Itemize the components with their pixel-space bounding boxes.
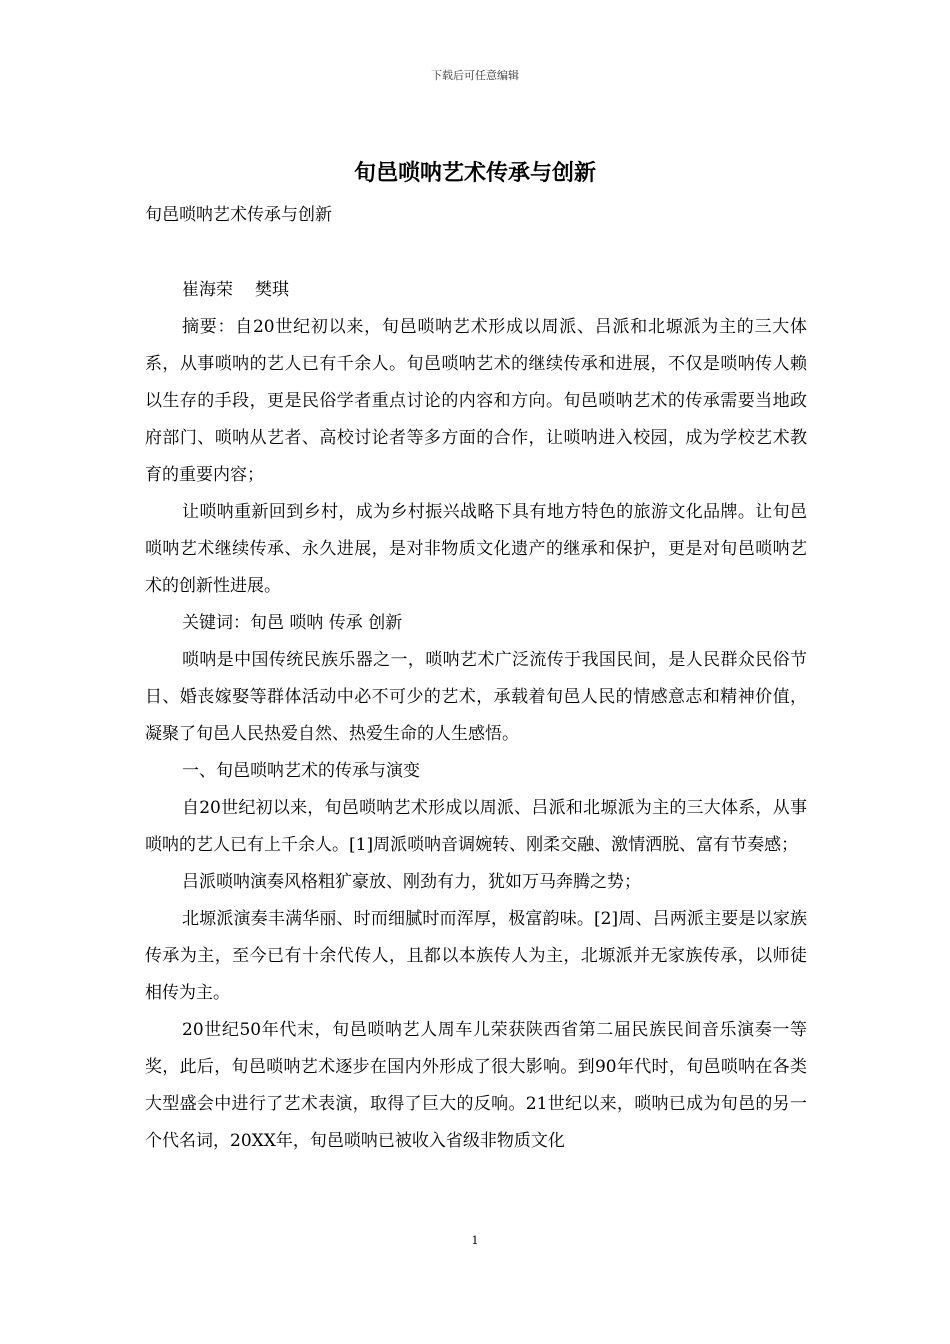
body-paragraph: 20世纪50年代末，旬邑唢呐艺人周车儿荣获陕西省第二届民族民间音乐演奏一等奖，此后，旬邑唢呐艺术逐步在国内外形成了很大影响。到90年代时，旬邑唢呐在各类大型盛会中进行了艺术表演，取得了巨大的反响。21世纪以来，唢呐已成为旬邑的另一个代名词，20XX年，旬邑唢呐已被收入省级非物质文化 xyxy=(145,1020,807,1151)
body-paragraph: 自20世纪初以来，旬邑唢呐艺术形成以周派、吕派和北塬派为主的三大体系，从事唢呐的艺人已有上千余人。[1]周派唢呐音调婉转、刚柔交融、激情洒脱、富有节奏感； xyxy=(145,798,807,855)
body-paragraph: 北塬派演奏丰满华丽、时而细腻时而浑厚，极富韵味。[2]周、吕两派主要是以家族传承为主，至今已有十余代传人，且都以本族传人为主，北塬派并无家族传承，以师徒相传为主。 xyxy=(145,909,807,1003)
document-subtitle: 旬邑唢呐艺术传承与创新 xyxy=(145,205,332,225)
body-paragraph: 唢呐是中国传统民族乐器之一，唢呐艺术广泛流传于我国民间，是人民群众民俗节日、婚丧嫁娶等群体活动中必不可少的艺术，承载着旬邑人民的情感意志和精神价值，凝聚了旬邑人民热爱自然、热爱生命的人生感悟。 xyxy=(145,650,807,744)
document-title: 旬邑唢呐艺术传承与创新 xyxy=(353,161,596,186)
section-heading: 一、旬邑唢呐艺术的传承与演变 xyxy=(182,761,420,781)
page-number: 1 xyxy=(471,1234,479,1247)
keywords-paragraph: 关键词：旬邑 唢呐 传承 创新 xyxy=(182,613,403,633)
author-name: 樊琪 xyxy=(255,280,289,300)
document-body xyxy=(145,309,807,1160)
body-paragraph: 让唢呐重新回到乡村，成为乡村振兴战略下具有地方特色的旅游文化品牌。让旬邑唢呐艺术继续传承、永久进展，是对非物质文化遗产的继承和保护，更是对旬邑唢呐艺术的创新性进展。 xyxy=(145,502,807,596)
body-paragraph: 吕派唢呐演奏风格粗犷豪放、刚劲有力，犹如万马奔腾之势； xyxy=(182,872,641,892)
abstract-paragraph: 摘要：自20世纪初以来，旬邑唢呐艺术形成以周派、吕派和北塬派为主的三大体系，从事唢呐的艺人已有千余人。旬邑唢呐艺术的继续传承和进展，不仅是唢呐传人赖以生存的手段，更是民俗学者重点讨论的内容和方向。旬邑唢呐艺术的传承需要当地政府部门、唢呐从艺者、高校讨论者等多方面的合作，让唢呐进入校园，成为学校艺术教育的重要内容； xyxy=(145,317,807,485)
page-header-note: 下载后可任意编辑 xyxy=(431,69,519,82)
author-line xyxy=(182,275,289,300)
author-name: 崔海荣 xyxy=(182,280,233,300)
